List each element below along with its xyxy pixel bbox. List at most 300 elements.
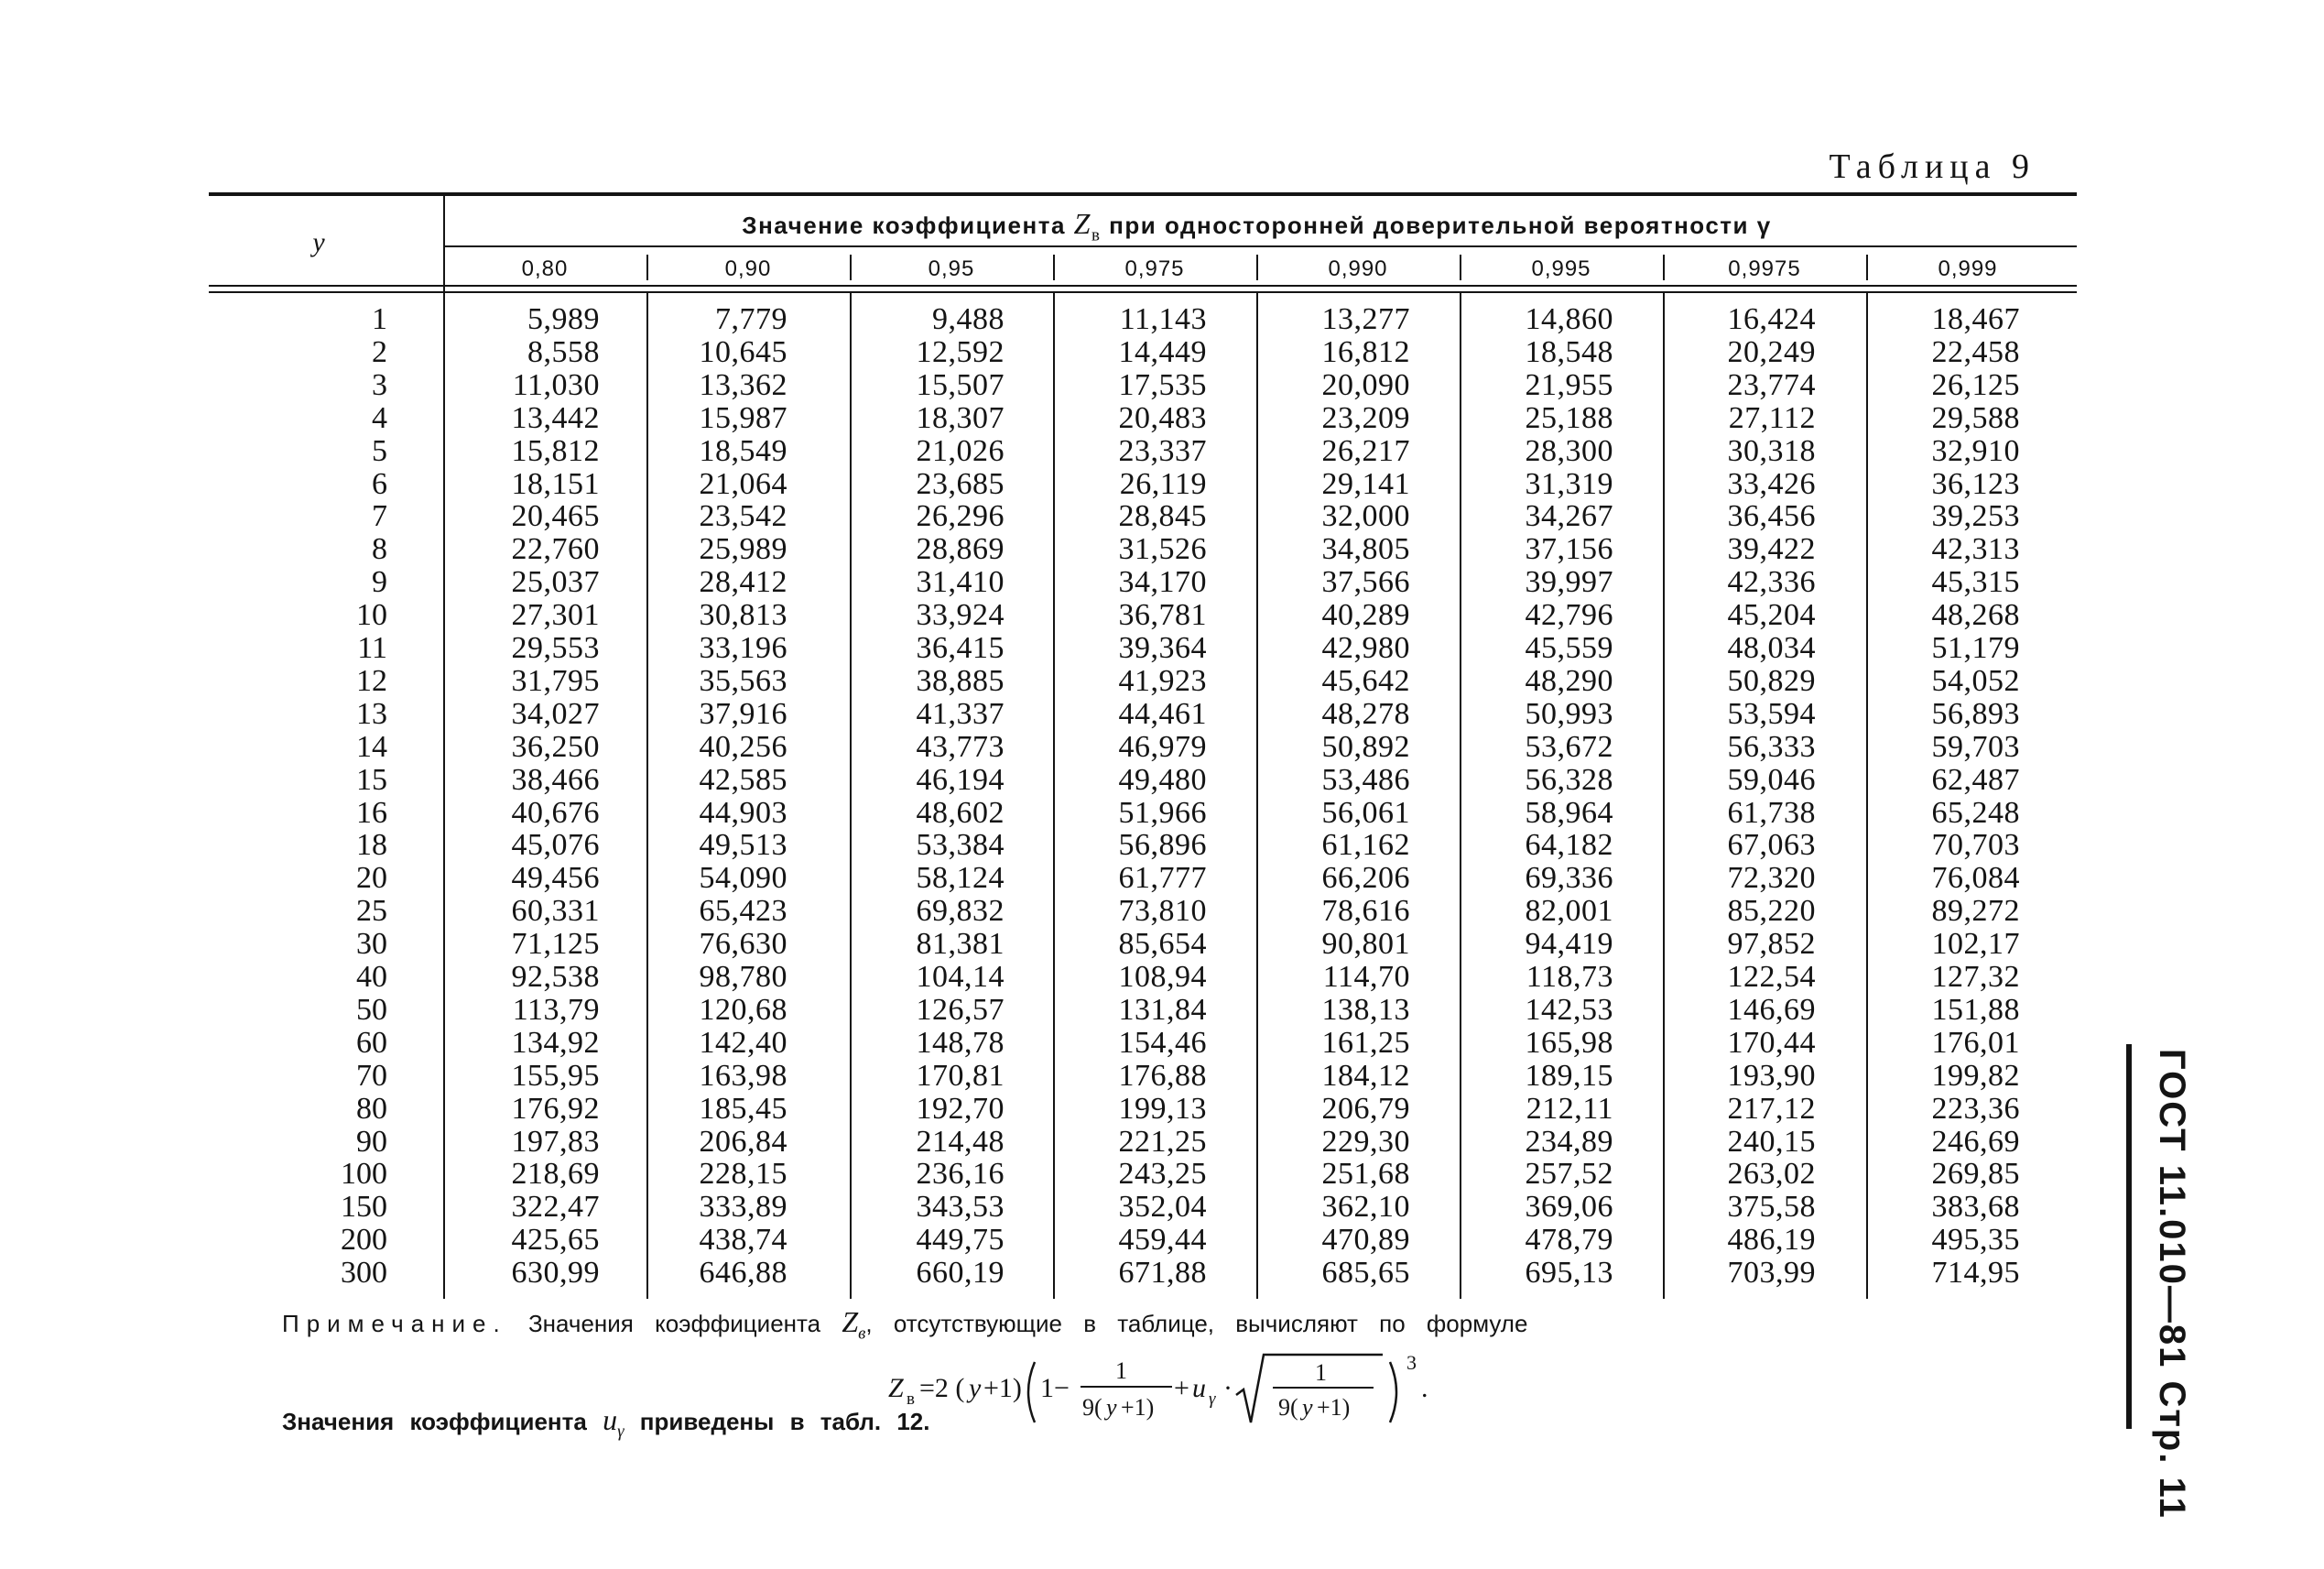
row-y-value: 16 [356, 795, 387, 830]
side-reference-bar [2126, 1044, 2132, 1429]
table-cell: 438,74 [699, 1223, 787, 1258]
table-cell: 165,98 [1525, 1025, 1613, 1060]
table-cell: 25,037 [511, 565, 600, 600]
table-cell: 630,99 [511, 1256, 600, 1291]
svg-text:9(: 9( [1278, 1394, 1298, 1421]
row-y-value: 25 [356, 894, 387, 929]
svg-text:γ: γ [1209, 1389, 1216, 1409]
table-cell: 176,01 [1931, 1025, 2020, 1060]
table-cell: 217,12 [1727, 1091, 1816, 1126]
table-cell: 34,267 [1525, 499, 1613, 534]
table-cell: 94,419 [1525, 927, 1613, 962]
table-cell: 8,558 [527, 334, 600, 369]
table-cell: 685,65 [1321, 1256, 1410, 1291]
row-y-value: 15 [356, 762, 387, 797]
table-cell: 61,777 [1118, 861, 1207, 896]
row-y-value: 3 [372, 367, 387, 402]
table-cell: 223,36 [1931, 1091, 2020, 1126]
table-cell: 375,58 [1727, 1190, 1816, 1225]
table-cell: 212,11 [1526, 1091, 1613, 1126]
table-cell: 486,19 [1727, 1223, 1816, 1258]
row-y-value: 5 [372, 433, 387, 468]
note-symbol: $Z_в$ [842, 1305, 866, 1344]
row-y-value: 1 [372, 302, 387, 336]
table-cell: 26,296 [916, 499, 1005, 534]
note-lead: Примечание. [282, 1310, 507, 1337]
table-cell: 53,384 [916, 828, 1005, 863]
table-cell: 36,415 [916, 631, 1005, 665]
svg-text:y: y [1106, 1394, 1117, 1421]
table-cell: 193,90 [1727, 1058, 1816, 1093]
table-cell: 56,061 [1321, 795, 1410, 830]
table-cell: 31,795 [511, 663, 600, 698]
table-cell: 243,25 [1118, 1157, 1207, 1192]
table-cell: 54,090 [699, 861, 787, 896]
table-cell: 257,52 [1525, 1157, 1613, 1192]
table-cell: 20,090 [1321, 367, 1410, 402]
table-cell: 69,336 [1525, 861, 1613, 896]
table-cell: 15,987 [699, 400, 787, 435]
table-cell: 470,89 [1321, 1223, 1410, 1258]
table-cell: 21,955 [1525, 367, 1613, 402]
row-y-value: 12 [356, 663, 387, 698]
table-cell: 49,456 [511, 861, 600, 896]
table-cell: 206,84 [699, 1124, 787, 1159]
table-cell: 56,333 [1727, 729, 1816, 764]
table-cell: 59,046 [1727, 762, 1816, 797]
row-y-value: 2 [372, 334, 387, 369]
table-cell: 120,68 [699, 992, 787, 1027]
row-y-value: 200 [341, 1223, 387, 1258]
svg-text:+1): +1) [983, 1373, 1022, 1403]
row-y-value: 90 [356, 1124, 387, 1159]
table-cell: 73,810 [1118, 894, 1207, 929]
row-y-value: 50 [356, 992, 387, 1027]
note2-text-before: Значения коэффициента [282, 1408, 587, 1435]
table-cell: 113,79 [512, 992, 600, 1027]
table-cell: 45,315 [1931, 565, 2020, 600]
row-y-value: 300 [341, 1256, 387, 1291]
table-cell: 27,112 [1728, 400, 1816, 435]
table-cell: 54,052 [1931, 663, 2020, 698]
table-cell: 23,685 [916, 466, 1005, 501]
table-cell: 41,337 [916, 696, 1005, 731]
table-top-rule [209, 192, 2077, 196]
table-cell: 176,92 [511, 1091, 600, 1126]
table-cell: 13,277 [1321, 302, 1410, 336]
table-cell: 44,461 [1118, 696, 1207, 731]
table-cell: 5,989 [527, 302, 600, 336]
table-cell: 192,70 [916, 1091, 1005, 1126]
table-cell: 214,48 [916, 1124, 1005, 1159]
table-cell: 131,84 [1118, 992, 1207, 1027]
table-cell: 29,141 [1321, 466, 1410, 501]
table-cell: 36,456 [1727, 499, 1816, 534]
note-text-after: , отсутствующие в таблице, вычисляют по формуле [865, 1310, 1528, 1337]
side-reference: ГОСТ 11.010—81 Стр. 11 [2152, 1049, 2192, 1520]
table-cell: 20,483 [1118, 400, 1207, 435]
svg-text:3: 3 [1406, 1351, 1417, 1374]
table-cell: 23,774 [1727, 367, 1816, 402]
table-cell: 70,703 [1931, 828, 2020, 863]
table-cell: 127,32 [1931, 960, 2020, 994]
table-cell: 65,248 [1931, 795, 2020, 830]
table-cell: 199,82 [1931, 1058, 2020, 1093]
table-cell: 50,993 [1525, 696, 1613, 731]
table-cell: 15,507 [916, 367, 1005, 402]
table-cell: 138,13 [1321, 992, 1410, 1027]
table-cell: 30,318 [1727, 433, 1816, 468]
table-cell: 30,813 [699, 598, 787, 633]
table-cell: 48,290 [1525, 663, 1613, 698]
row-y-value: 150 [341, 1190, 387, 1225]
table-cell: 714,95 [1931, 1256, 2020, 1291]
column-header: 0,990 [1328, 256, 1388, 281]
column-header: 0,90 [724, 256, 772, 281]
row-y-value: 13 [356, 696, 387, 731]
row-y-value: 8 [372, 532, 387, 567]
table-cell: 31,319 [1525, 466, 1613, 501]
svg-text:.: . [1421, 1373, 1428, 1403]
table-cell: 49,480 [1118, 762, 1207, 797]
table-cell: 27,301 [511, 598, 600, 633]
table-cell: 65,423 [699, 894, 787, 929]
table-cell: 12,592 [916, 334, 1005, 369]
table-cell: 146,69 [1727, 992, 1816, 1027]
table-cell: 322,47 [511, 1190, 600, 1225]
table-cell: 122,54 [1727, 960, 1816, 994]
table-cell: 18,151 [511, 466, 600, 501]
table-cell: 495,35 [1931, 1223, 2020, 1258]
column-header: 0,80 [521, 256, 569, 281]
table-number: Таблица 9 [1829, 147, 2036, 186]
table-cell: 21,026 [916, 433, 1005, 468]
table-cell: 263,02 [1727, 1157, 1816, 1192]
row-y-value: 7 [372, 499, 387, 534]
table-cell: 58,964 [1525, 795, 1613, 830]
table-cell: 53,486 [1321, 762, 1410, 797]
table-cell: 46,979 [1118, 729, 1207, 764]
table-cell: 40,676 [511, 795, 600, 830]
table-cell: 155,95 [511, 1058, 600, 1093]
svg-text:в: в [907, 1389, 915, 1409]
table-cell: 343,53 [916, 1190, 1005, 1225]
table-cell: 76,630 [699, 927, 787, 962]
table-cell: 56,893 [1931, 696, 2020, 731]
table-cell: 333,89 [699, 1190, 787, 1225]
table-cell: 184,12 [1321, 1058, 1410, 1093]
table-cell: 646,88 [699, 1256, 787, 1291]
table-cell: 28,300 [1525, 433, 1613, 468]
row-y-value: 100 [341, 1157, 387, 1192]
row-y-value: 18 [356, 828, 387, 863]
table-cell: 126,57 [916, 992, 1005, 1027]
table-cell: 671,88 [1118, 1256, 1207, 1291]
table-cell: 161,25 [1321, 1025, 1410, 1060]
row-y-value: 9 [372, 565, 387, 600]
table-cell: 102,17 [1931, 927, 2020, 962]
table-cell: 42,796 [1525, 598, 1613, 633]
row-y-value: 70 [356, 1058, 387, 1093]
table-cell: 51,179 [1931, 631, 2020, 665]
table-cell: 22,760 [511, 532, 600, 567]
table-cell: 142,40 [699, 1025, 787, 1060]
header-title-after: при односторонней доверительной вероятности γ [1109, 212, 1772, 239]
table-cell: 66,206 [1321, 861, 1410, 896]
table-cell: 176,88 [1118, 1058, 1207, 1093]
row-y-value: 14 [356, 729, 387, 764]
table-cell: 42,336 [1727, 565, 1816, 600]
column-header: 0,995 [1531, 256, 1591, 281]
svg-text:1−: 1− [1040, 1373, 1070, 1403]
table-cell: 36,250 [511, 729, 600, 764]
table-cell: 37,156 [1525, 532, 1613, 567]
table-cell: 18,307 [916, 400, 1005, 435]
table-cell: 53,594 [1727, 696, 1816, 731]
table-cell: 163,98 [699, 1058, 787, 1093]
table-cell: 31,526 [1118, 532, 1207, 567]
table-cell: 38,885 [916, 663, 1005, 698]
table-cell: 25,188 [1525, 400, 1613, 435]
table-cell: 20,249 [1727, 334, 1816, 369]
table-cell: 362,10 [1321, 1190, 1410, 1225]
table-cell: 9,488 [932, 302, 1005, 336]
table-cell: 234,89 [1525, 1124, 1613, 1159]
table-cell: 16,812 [1321, 334, 1410, 369]
table-cell: 59,703 [1931, 729, 2020, 764]
table-cell: 50,829 [1727, 663, 1816, 698]
table-cell: 14,860 [1525, 302, 1613, 336]
table-cell: 42,313 [1931, 532, 2020, 567]
table-cell: 11,030 [512, 367, 600, 402]
table-cell: 13,442 [511, 400, 600, 435]
table-cell: 26,217 [1321, 433, 1410, 468]
table-cell: 236,16 [916, 1157, 1005, 1192]
table-cell: 104,14 [916, 960, 1005, 994]
table-cell: 64,182 [1525, 828, 1613, 863]
table-cell: 206,79 [1321, 1091, 1410, 1126]
table-header-title [444, 203, 2069, 244]
y-column-header: y [312, 227, 325, 257]
note-text-before: Значения коэффициента [527, 1310, 821, 1337]
table-cell: 46,194 [916, 762, 1005, 797]
table-cell: 151,88 [1931, 992, 2020, 1027]
row-y-value: 30 [356, 927, 387, 962]
row-y-value: 60 [356, 1025, 387, 1060]
table-cell: 39,997 [1525, 565, 1613, 600]
table-cell: 49,513 [699, 828, 787, 863]
table-cell: 251,68 [1321, 1157, 1410, 1192]
table-cell: 67,063 [1727, 828, 1816, 863]
table-cell: 228,15 [699, 1157, 787, 1192]
table-cell: 352,04 [1118, 1190, 1207, 1225]
table-cell: 28,869 [916, 532, 1005, 567]
table-cell: 197,83 [511, 1124, 600, 1159]
table-cell: 25,989 [699, 532, 787, 567]
table-cell: 97,852 [1727, 927, 1816, 962]
table-cell: 108,94 [1118, 960, 1207, 994]
table-cell: 29,588 [1931, 400, 2020, 435]
table-cell: 42,980 [1321, 631, 1410, 665]
table-cell: 7,779 [715, 302, 787, 336]
svg-text:9(: 9( [1082, 1394, 1102, 1421]
table-cell: 39,422 [1727, 532, 1816, 567]
table-cell: 459,44 [1118, 1223, 1207, 1258]
table-cell: 45,204 [1727, 598, 1816, 633]
note2-text-after: приведены в табл. 12. [639, 1408, 930, 1435]
table-cell: 14,449 [1118, 334, 1207, 369]
svg-text:·: · [1223, 1373, 1233, 1403]
table-cell: 240,15 [1727, 1124, 1816, 1159]
table-cell: 61,738 [1727, 795, 1816, 830]
table-cell: 98,780 [699, 960, 787, 994]
table-cell: 45,559 [1525, 631, 1613, 665]
table-cell: 48,268 [1931, 598, 2020, 633]
table-cell: 71,125 [511, 927, 600, 962]
table-cell: 23,542 [699, 499, 787, 534]
table-cell: 92,538 [511, 960, 600, 994]
column-header: 0,975 [1124, 256, 1185, 281]
table-cell: 142,53 [1525, 992, 1613, 1027]
table-cell: 660,19 [916, 1256, 1005, 1291]
table-cell: 39,364 [1118, 631, 1207, 665]
row-y-value: 40 [356, 960, 387, 994]
table-cell: 45,642 [1321, 663, 1410, 698]
table-cell: 189,15 [1525, 1058, 1613, 1093]
table-cell: 170,81 [916, 1058, 1005, 1093]
table-cell: 170,44 [1727, 1025, 1816, 1060]
table-cell: 383,68 [1931, 1190, 2020, 1225]
svg-text:+1): +1) [1121, 1394, 1155, 1421]
row-y-value: 80 [356, 1091, 387, 1126]
header-bottom-rule-2 [209, 291, 2077, 293]
table-cell: 76,084 [1931, 861, 2020, 896]
table-cell: 37,566 [1321, 565, 1410, 600]
table-cell: 18,549 [699, 433, 787, 468]
table-cell: 478,79 [1525, 1223, 1613, 1258]
table-cell: 34,805 [1321, 532, 1410, 567]
table-cell: 114,70 [1322, 960, 1410, 994]
table-cell: 20,465 [511, 499, 600, 534]
table-cell: 34,027 [511, 696, 600, 731]
table-cell: 51,966 [1118, 795, 1207, 830]
table-cell: 89,272 [1931, 894, 2020, 929]
table-cell: 81,381 [916, 927, 1005, 962]
table-cell: 85,220 [1727, 894, 1816, 929]
table-cell: 56,328 [1525, 762, 1613, 797]
table-cell: 269,85 [1931, 1157, 2020, 1192]
table-cell: 69,832 [916, 894, 1005, 929]
table-cell: 22,458 [1931, 334, 2020, 369]
header-title-symbol: $Z_в$ [1073, 207, 1102, 245]
table-cell: 26,119 [1119, 466, 1207, 501]
table-cell: 36,781 [1118, 598, 1207, 633]
table-note-2 [282, 1403, 1381, 1442]
svg-text:y: y [1302, 1394, 1313, 1421]
svg-text:=2 (: =2 ( [919, 1373, 965, 1403]
table-cell: 425,65 [511, 1223, 600, 1258]
table-cell: 78,616 [1321, 894, 1410, 929]
table-cell: 61,162 [1321, 828, 1410, 863]
svg-text:+1): +1) [1317, 1394, 1351, 1421]
table-cell: 218,69 [511, 1157, 600, 1192]
table-cell: 33,426 [1727, 466, 1816, 501]
table-cell: 199,13 [1118, 1091, 1207, 1126]
table-cell: 33,196 [699, 631, 787, 665]
table-cell: 43,773 [916, 729, 1005, 764]
table-cell: 703,99 [1727, 1256, 1816, 1291]
table-cell: 85,654 [1118, 927, 1207, 962]
table-cell: 34,170 [1118, 565, 1207, 600]
table-cell: 11,143 [1119, 302, 1207, 336]
table-cell: 62,487 [1931, 762, 2020, 797]
table-cell: 45,076 [511, 828, 600, 863]
row-y-value: 20 [356, 861, 387, 896]
table-cell: 31,410 [916, 565, 1005, 600]
table-cell: 29,553 [511, 631, 600, 665]
table-cell: 23,337 [1118, 433, 1207, 468]
svg-text:u: u [1192, 1373, 1206, 1403]
table-cell: 60,331 [511, 894, 600, 929]
table-cell: 221,25 [1118, 1124, 1207, 1159]
table-cell: 35,563 [699, 663, 787, 698]
table-cell: 695,13 [1525, 1256, 1613, 1291]
table-cell: 90,801 [1321, 927, 1410, 962]
table-cell: 37,916 [699, 696, 787, 731]
table-cell: 56,896 [1118, 828, 1207, 863]
table-cell: 26,125 [1931, 367, 2020, 402]
table-cell: 246,69 [1931, 1124, 2020, 1159]
table-cell: 185,45 [699, 1091, 787, 1126]
svg-text:1: 1 [1315, 1359, 1327, 1386]
column-header: 0,999 [1938, 256, 1998, 281]
table-cell: 10,645 [699, 334, 787, 369]
svg-text:y: y [969, 1373, 982, 1403]
table-cell: 134,92 [511, 1025, 600, 1060]
table-cell: 229,30 [1321, 1124, 1410, 1159]
svg-text:+: + [1174, 1373, 1189, 1403]
table-cell: 50,892 [1321, 729, 1410, 764]
row-y-value: 10 [356, 598, 387, 633]
table-cell: 48,034 [1727, 631, 1816, 665]
table-cell: 15,812 [511, 433, 600, 468]
table-note [282, 1305, 1930, 1344]
table-cell: 17,535 [1118, 367, 1207, 402]
table-cell: 21,064 [699, 466, 787, 501]
table-cell: 39,253 [1931, 499, 2020, 534]
table-cell: 48,278 [1321, 696, 1410, 731]
table-cell: 16,424 [1727, 302, 1816, 336]
svg-text:Z: Z [888, 1373, 904, 1403]
table-cell: 32,000 [1321, 499, 1410, 534]
table-cell: 41,923 [1118, 663, 1207, 698]
row-y-value: 6 [372, 466, 387, 501]
table-cell: 40,256 [699, 729, 787, 764]
table-cell: 154,46 [1118, 1025, 1207, 1060]
table-cell: 369,06 [1525, 1190, 1613, 1225]
table-cell: 23,209 [1321, 400, 1410, 435]
table-cell: 118,73 [1526, 960, 1613, 994]
column-header: 0,95 [928, 256, 975, 281]
table-cell: 48,602 [916, 795, 1005, 830]
table-cell: 38,466 [511, 762, 600, 797]
table-cell: 36,123 [1931, 466, 2020, 501]
note2-symbol: $u_\gamma$ [603, 1403, 624, 1442]
column-header: 0,9975 [1728, 256, 1801, 281]
table-cell: 18,467 [1931, 302, 2020, 336]
table-cell: 28,845 [1118, 499, 1207, 534]
table-cell: 33,924 [916, 598, 1005, 633]
